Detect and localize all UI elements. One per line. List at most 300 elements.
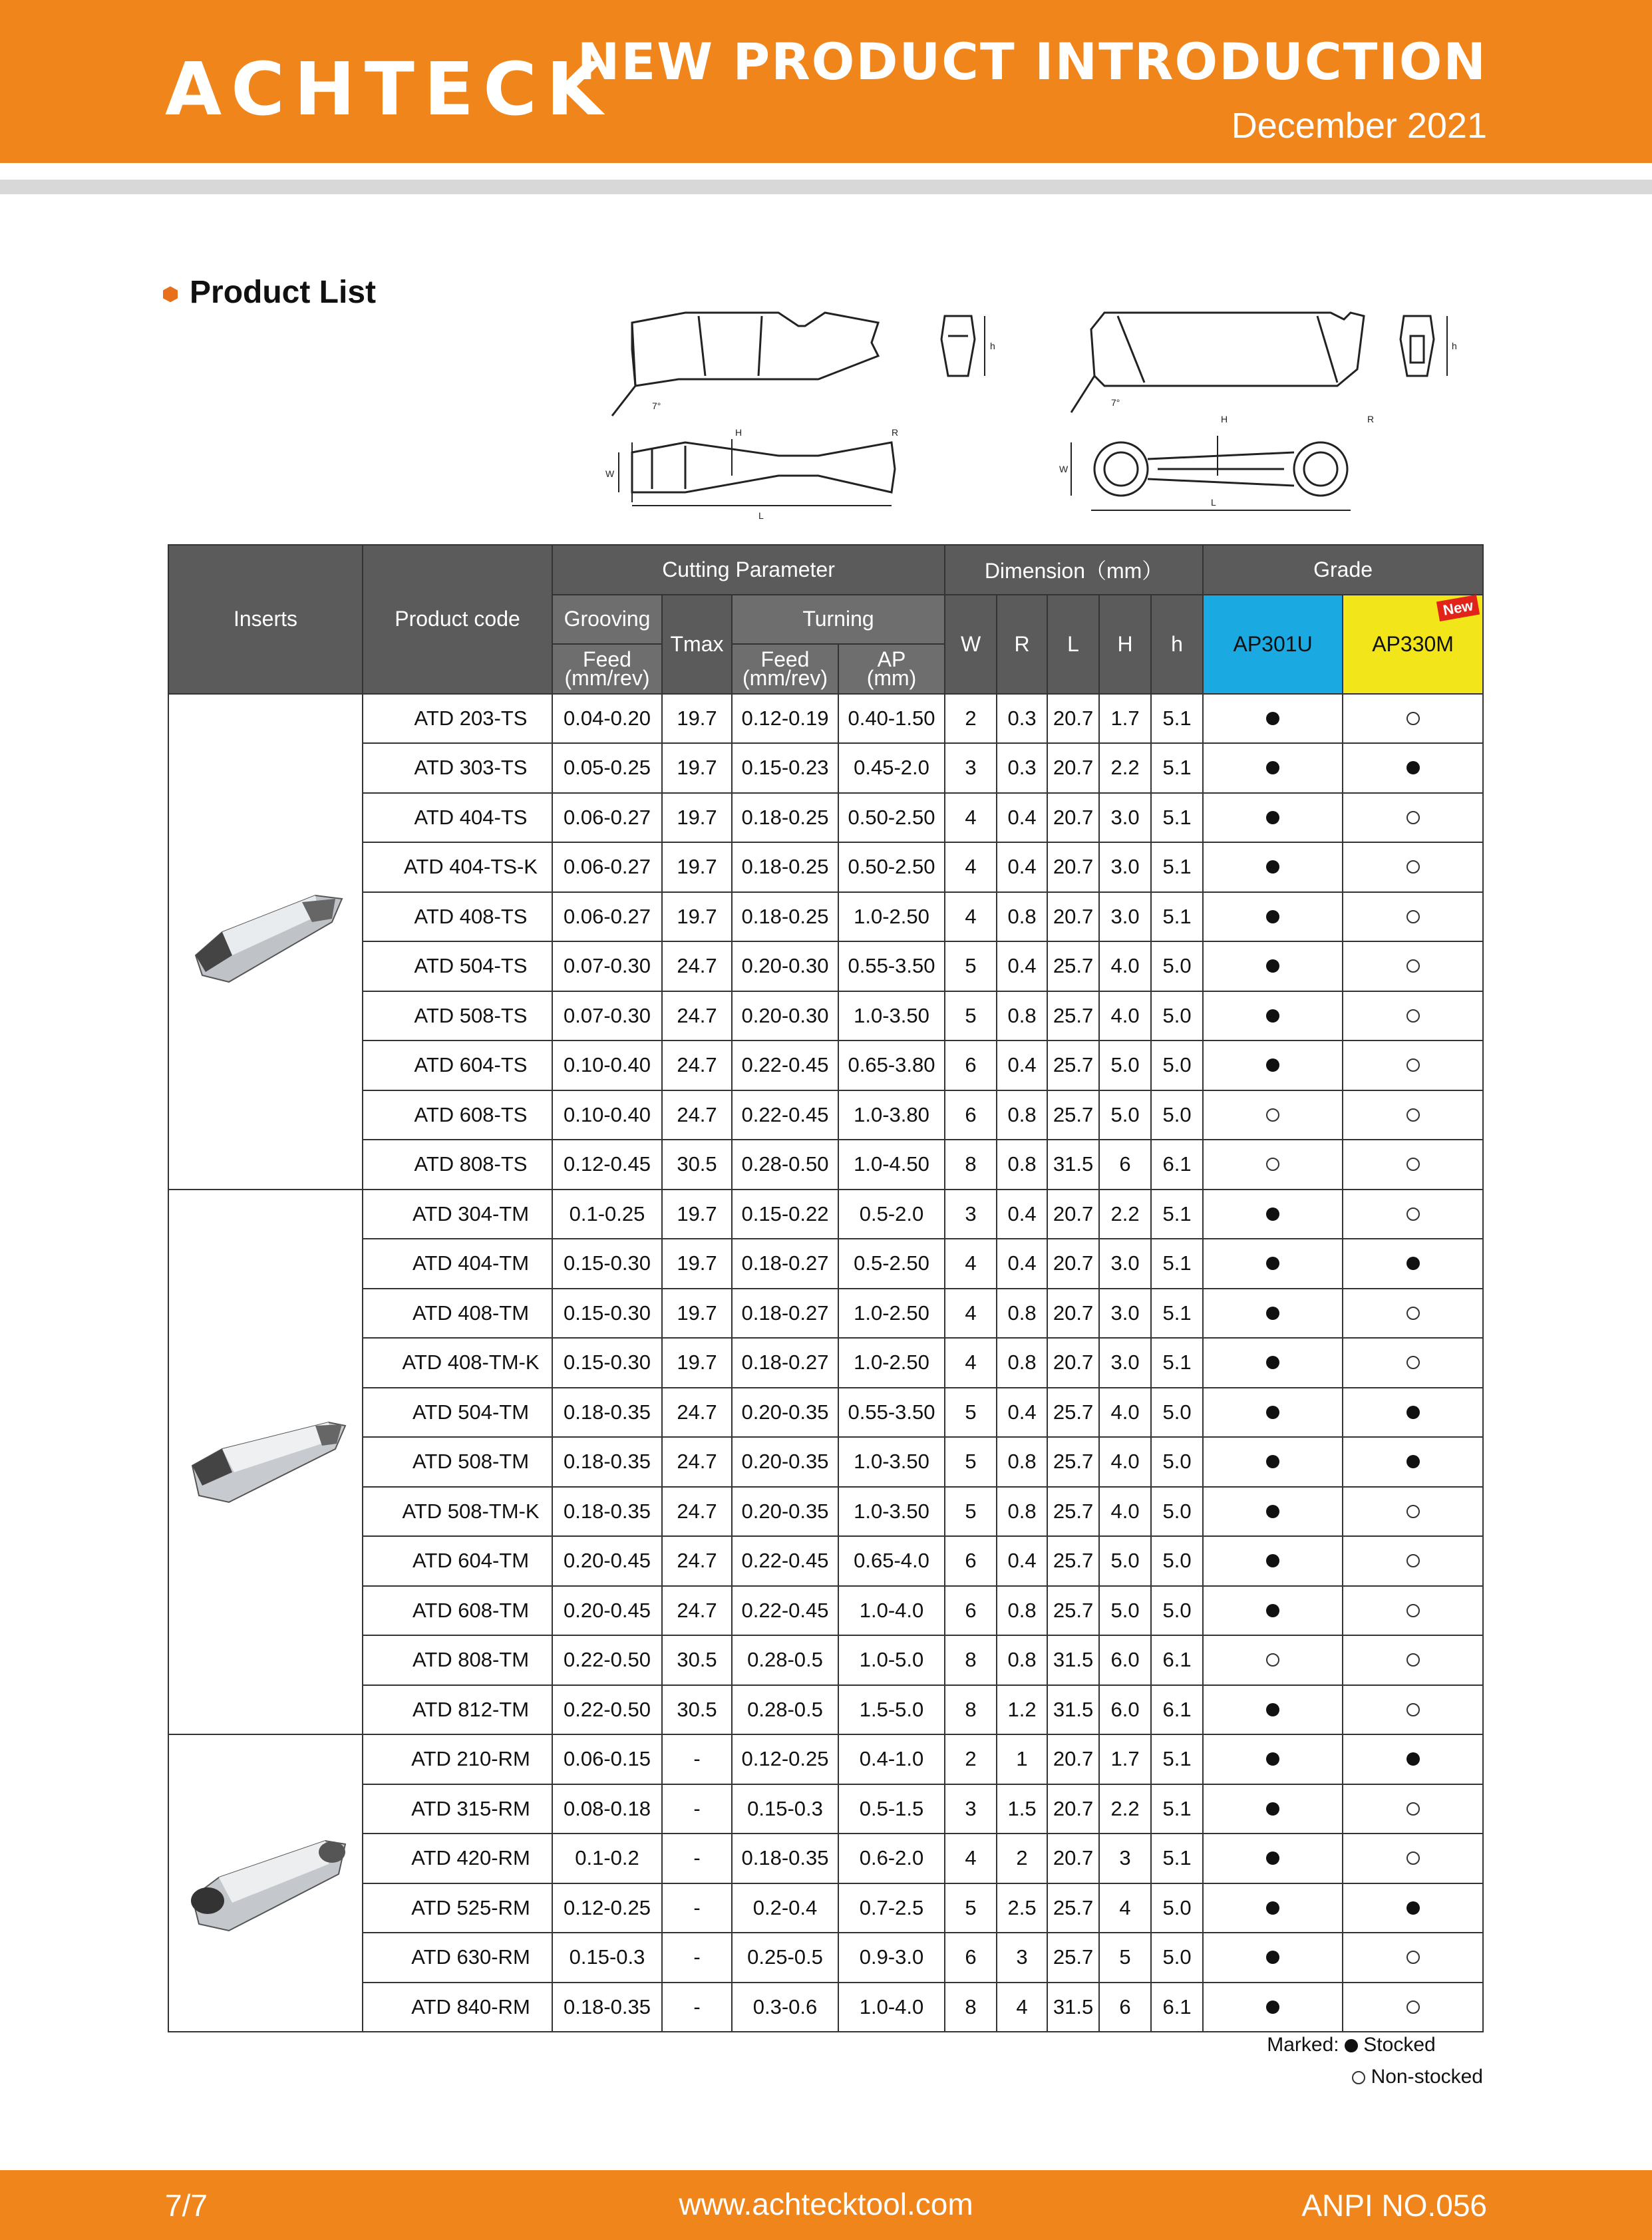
table-row xyxy=(168,842,1483,892)
grade-ap301u-cell xyxy=(1203,1536,1343,1586)
dim-label-angle: 7° xyxy=(652,400,661,411)
dim-l-cell: 25.7 xyxy=(1047,991,1099,1041)
stocked-dot-icon xyxy=(1406,1752,1420,1766)
dim-H-cell: 3.0 xyxy=(1099,1289,1151,1339)
feed-label: Feed xyxy=(760,647,810,672)
stocked-dot-icon xyxy=(1266,959,1279,973)
product-table-body xyxy=(168,694,1483,2032)
tmax-cell: 19.7 xyxy=(662,1289,732,1339)
dim-l-cell: 25.7 xyxy=(1047,1586,1099,1636)
turning-ap-cell: 1.0-2.50 xyxy=(838,1338,945,1388)
legend-marked: Marked: xyxy=(1267,2034,1339,2056)
tmax-cell: 24.7 xyxy=(662,1586,732,1636)
dim-h-cell: 5.1 xyxy=(1151,1239,1203,1289)
turning-feed-cell: 0.15-0.3 xyxy=(732,1784,838,1834)
product-code-cell: ATD 203-TS xyxy=(363,694,552,744)
dim-h-cell: 5.0 xyxy=(1151,1437,1203,1487)
turning-feed-cell: 0.20-0.30 xyxy=(732,991,838,1041)
dim-w-cell: 6 xyxy=(945,1536,997,1586)
dim-r-cell: 0.3 xyxy=(997,694,1047,744)
dim-w-cell: 6 xyxy=(945,1040,997,1090)
grade-ap301u-cell xyxy=(1203,1635,1343,1685)
non-stocked-circle-icon xyxy=(1406,959,1420,973)
dim-w-cell: 6 xyxy=(945,1586,997,1636)
table-row xyxy=(168,793,1483,843)
dim-H-cell: 6.0 xyxy=(1099,1635,1151,1685)
dim-l-cell: 25.7 xyxy=(1047,1437,1099,1487)
dim-H-cell: 4 xyxy=(1099,1883,1151,1933)
header-l: L xyxy=(1047,595,1099,694)
grade-ap301u-cell xyxy=(1203,1933,1343,1983)
turning-feed-cell: 0.28-0.5 xyxy=(732,1635,838,1685)
table-row xyxy=(168,1933,1483,1983)
product-code-cell: ATD 525-RM xyxy=(363,1883,552,1933)
turning-feed-cell: 0.22-0.45 xyxy=(732,1090,838,1140)
dim-l-cell: 31.5 xyxy=(1047,1983,1099,2032)
dim-H-cell: 3.0 xyxy=(1099,793,1151,843)
grooving-feed-cell: 0.22-0.50 xyxy=(552,1635,662,1685)
footer-bar xyxy=(0,2170,1652,2240)
page-title: NEW PRODUCT INTRODUCTION xyxy=(577,32,1487,91)
dim-h-cell: 5.0 xyxy=(1151,1536,1203,1586)
tmax-cell: 19.7 xyxy=(662,842,732,892)
dim-h-cell: 5.1 xyxy=(1151,1289,1203,1339)
tmax-cell: 24.7 xyxy=(662,1090,732,1140)
grade-ap330m-cell xyxy=(1343,1635,1483,1685)
grade-ap301u-cell xyxy=(1203,1437,1343,1487)
product-code-cell: ATD 630-RM xyxy=(363,1933,552,1983)
table-row xyxy=(168,1983,1483,2032)
dim-h-cell: 5.0 xyxy=(1151,1933,1203,1983)
product-code-cell: ATD 420-RM xyxy=(363,1834,552,1883)
dim-h-cell: 5.1 xyxy=(1151,694,1203,744)
dim-l-cell: 20.7 xyxy=(1047,842,1099,892)
header-turning: Turning xyxy=(732,595,945,645)
dim-label-L: L xyxy=(758,510,764,521)
dim-l-cell: 20.7 xyxy=(1047,743,1099,793)
dim-l-cell: 25.7 xyxy=(1047,1933,1099,1983)
grade-ap330m-cell xyxy=(1343,1933,1483,1983)
turning-ap-cell: 0.65-4.0 xyxy=(838,1536,945,1586)
product-code-cell: ATD 210-RM xyxy=(363,1734,552,1784)
product-code-cell: ATD 508-TM xyxy=(363,1437,552,1487)
dim-w-cell: 6 xyxy=(945,1090,997,1140)
issue-date: December 2021 xyxy=(1231,106,1487,146)
stocked-dot-icon xyxy=(1266,2000,1279,2014)
legend xyxy=(1267,2029,1483,2093)
dim-h-cell: 5.0 xyxy=(1151,1487,1203,1537)
non-stocked-circle-icon xyxy=(1406,811,1420,824)
dim-h-cell: 5.1 xyxy=(1151,1190,1203,1239)
stocked-dot-icon xyxy=(1266,1455,1279,1468)
turning-feed-cell: 0.18-0.27 xyxy=(732,1239,838,1289)
dim-h-cell: 5.1 xyxy=(1151,793,1203,843)
dim-h-cell: 6.1 xyxy=(1151,1685,1203,1735)
header-dimension: Dimension（mm） xyxy=(945,545,1203,595)
product-code-cell: ATD 508-TM-K xyxy=(363,1487,552,1537)
stocked-dot-icon xyxy=(1266,1851,1279,1865)
tmax-cell: 30.5 xyxy=(662,1685,732,1735)
dim-H-cell: 2.2 xyxy=(1099,1190,1151,1239)
tmax-cell: - xyxy=(662,1834,732,1883)
grade-ap330m-cell xyxy=(1343,743,1483,793)
dim-w-cell: 4 xyxy=(945,1834,997,1883)
dim-l-cell: 20.7 xyxy=(1047,694,1099,744)
product-code-cell: ATD 408-TM xyxy=(363,1289,552,1339)
turning-ap-cell: 0.45-2.0 xyxy=(838,743,945,793)
dim-H-cell: 5.0 xyxy=(1099,1090,1151,1140)
product-code-cell: ATD 408-TS xyxy=(363,892,552,942)
non-stocked-circle-icon xyxy=(1406,1703,1420,1716)
header-grooving: Grooving xyxy=(552,595,662,645)
turning-feed-cell: 0.2-0.4 xyxy=(732,1883,838,1933)
stocked-dot-icon xyxy=(1406,1455,1420,1468)
table-row xyxy=(168,892,1483,942)
dim-H-cell: 4.0 xyxy=(1099,991,1151,1041)
grooving-feed-cell: 0.12-0.45 xyxy=(552,1140,662,1190)
dim-label-R-2: R xyxy=(1367,414,1375,424)
dim-H-cell: 5.0 xyxy=(1099,1536,1151,1586)
table-row xyxy=(168,694,1483,744)
stocked-dot-icon xyxy=(1266,712,1279,725)
grooving-feed-cell: 0.18-0.35 xyxy=(552,1437,662,1487)
turning-feed-cell: 0.28-0.5 xyxy=(732,1685,838,1735)
dim-H-cell: 4.0 xyxy=(1099,1388,1151,1438)
grooving-feed-cell: 0.20-0.45 xyxy=(552,1586,662,1636)
grade-ap330m-cell xyxy=(1343,1140,1483,1190)
dim-r-cell: 0.4 xyxy=(997,793,1047,843)
turning-feed-cell: 0.15-0.22 xyxy=(732,1190,838,1239)
dim-h-cell: 5.0 xyxy=(1151,1388,1203,1438)
table-row xyxy=(168,1040,1483,1090)
grooving-feed-cell: 0.05-0.25 xyxy=(552,743,662,793)
dim-l-cell: 20.7 xyxy=(1047,1190,1099,1239)
grade-ap301u-cell xyxy=(1203,1883,1343,1933)
turning-ap-cell: 0.55-3.50 xyxy=(838,1388,945,1438)
stocked-dot-icon xyxy=(1266,1058,1279,1072)
dim-H-cell: 5.0 xyxy=(1099,1040,1151,1090)
turning-ap-cell: 0.65-3.80 xyxy=(838,1040,945,1090)
header-cutting-parameter: Cutting Parameter xyxy=(552,545,945,595)
non-stocked-circle-icon xyxy=(1406,1108,1420,1122)
table-row xyxy=(168,1190,1483,1239)
table-row xyxy=(168,1338,1483,1388)
tmax-cell: - xyxy=(662,1933,732,1983)
grade-ap330m-cell xyxy=(1343,694,1483,744)
dim-h-cell: 5.1 xyxy=(1151,892,1203,942)
stocked-dot-icon xyxy=(1406,761,1420,774)
dim-h-cell: 5.0 xyxy=(1151,991,1203,1041)
header-grade-ap330m xyxy=(1343,595,1483,694)
dim-l-cell: 20.7 xyxy=(1047,1239,1099,1289)
dim-r-cell: 0.8 xyxy=(997,1586,1047,1636)
stocked-dot-icon xyxy=(1266,1406,1279,1419)
turning-feed-cell: 0.18-0.35 xyxy=(732,1834,838,1883)
dim-l-cell: 31.5 xyxy=(1047,1635,1099,1685)
dim-w-cell: 8 xyxy=(945,1983,997,2032)
product-table xyxy=(168,544,1484,2032)
dim-h-cell: 5.1 xyxy=(1151,842,1203,892)
turning-feed-cell: 0.20-0.35 xyxy=(732,1388,838,1438)
legend-stocked: Stocked xyxy=(1363,2034,1436,2056)
section-heading xyxy=(163,274,376,311)
dim-h-cell: 5.0 xyxy=(1151,1883,1203,1933)
non-stocked-circle-icon xyxy=(1406,1158,1420,1171)
ap-label: AP xyxy=(877,647,906,672)
grade-ap330m-cell xyxy=(1343,1289,1483,1339)
grade-ap301u-cell xyxy=(1203,892,1343,942)
dim-H-cell: 4.0 xyxy=(1099,941,1151,991)
dim-H-cell: 3.0 xyxy=(1099,1239,1151,1289)
grade-ap330m-cell xyxy=(1343,1239,1483,1289)
dim-H-cell: 6 xyxy=(1099,1983,1151,2032)
dim-l-cell: 25.7 xyxy=(1047,941,1099,991)
header-grade-ap330m-label: AP330M xyxy=(1372,631,1454,656)
grade-ap301u-cell xyxy=(1203,1289,1343,1339)
grooving-feed-cell: 0.18-0.35 xyxy=(552,1983,662,2032)
dim-h-cell: 5.0 xyxy=(1151,1090,1203,1140)
insert-diagram-rm xyxy=(1058,303,1510,522)
insert-diagram-ts xyxy=(599,303,998,522)
non-stocked-circle-icon xyxy=(1406,1554,1420,1567)
grooving-feed-cell: 0.15-0.30 xyxy=(552,1338,662,1388)
product-code-cell: ATD 840-RM xyxy=(363,1983,552,2032)
table-row xyxy=(168,1734,1483,1784)
header-tmax: Tmax xyxy=(662,595,732,694)
tmax-cell: 19.7 xyxy=(662,892,732,942)
stocked-dot-icon xyxy=(1266,1505,1279,1518)
turning-ap-cell: 0.5-1.5 xyxy=(838,1784,945,1834)
dim-r-cell: 0.8 xyxy=(997,1090,1047,1140)
non-stocked-circle-icon xyxy=(1406,1505,1420,1518)
tmax-cell: 24.7 xyxy=(662,1536,732,1586)
grade-ap301u-cell xyxy=(1203,1239,1343,1289)
product-code-cell: ATD 604-TS xyxy=(363,1040,552,1090)
header-grooving-feed xyxy=(552,644,662,694)
dim-w-cell: 5 xyxy=(945,1388,997,1438)
stocked-dot-icon xyxy=(1266,811,1279,824)
dim-l-cell: 20.7 xyxy=(1047,1784,1099,1834)
grooving-feed-cell: 0.07-0.30 xyxy=(552,991,662,1041)
tmax-cell: 19.7 xyxy=(662,1239,732,1289)
dim-r-cell: 0.4 xyxy=(997,941,1047,991)
stocked-dot-icon xyxy=(1266,1604,1279,1617)
table-row xyxy=(168,1090,1483,1140)
grooving-feed-cell: 0.12-0.25 xyxy=(552,1883,662,1933)
dim-w-cell: 3 xyxy=(945,743,997,793)
turning-ap-cell: 1.0-4.0 xyxy=(838,1983,945,2032)
product-code-cell: ATD 504-TS xyxy=(363,941,552,991)
dim-w-cell: 3 xyxy=(945,1190,997,1239)
product-code-cell: ATD 508-TS xyxy=(363,991,552,1041)
page-number: 7/7 xyxy=(165,2188,208,2223)
dim-r-cell: 2.5 xyxy=(997,1883,1047,1933)
tmax-cell: 24.7 xyxy=(662,1040,732,1090)
dim-H-cell: 3.0 xyxy=(1099,1338,1151,1388)
grade-ap330m-cell xyxy=(1343,1685,1483,1735)
turning-ap-cell: 0.4-1.0 xyxy=(838,1734,945,1784)
stocked-dot-icon xyxy=(1266,860,1279,874)
grade-ap330m-cell xyxy=(1343,1388,1483,1438)
turning-feed-cell: 0.18-0.27 xyxy=(732,1338,838,1388)
dim-H-cell: 3.0 xyxy=(1099,892,1151,942)
feed-unit: (mm/rev) xyxy=(743,666,828,691)
grade-ap301u-cell xyxy=(1203,1338,1343,1388)
dim-w-cell: 4 xyxy=(945,1338,997,1388)
product-code-cell: ATD 604-TM xyxy=(363,1536,552,1586)
non-stocked-circle-icon xyxy=(1406,1604,1420,1617)
tmax-cell: - xyxy=(662,1983,732,2032)
stocked-dot-icon xyxy=(1266,1207,1279,1221)
dim-H-cell: 2.2 xyxy=(1099,743,1151,793)
product-code-cell: ATD 408-TM-K xyxy=(363,1338,552,1388)
dim-label-H: H xyxy=(735,427,743,438)
stocked-dot-icon xyxy=(1266,910,1279,923)
dim-l-cell: 31.5 xyxy=(1047,1140,1099,1190)
dim-w-cell: 8 xyxy=(945,1140,997,1190)
non-stocked-circle-icon xyxy=(1406,860,1420,874)
grade-ap330m-cell xyxy=(1343,892,1483,942)
product-code-cell: ATD 808-TM xyxy=(363,1635,552,1685)
dim-r-cell: 0.4 xyxy=(997,1388,1047,1438)
tmax-cell: 24.7 xyxy=(662,1487,732,1537)
stocked-dot-icon xyxy=(1266,1307,1279,1320)
table-row xyxy=(168,1834,1483,1883)
table-row xyxy=(168,1239,1483,1289)
header-bar xyxy=(0,0,1652,163)
turning-feed-cell: 0.20-0.35 xyxy=(732,1437,838,1487)
dim-r-cell: 0.8 xyxy=(997,1289,1047,1339)
tmax-cell: 30.5 xyxy=(662,1635,732,1685)
grooving-feed-cell: 0.20-0.45 xyxy=(552,1536,662,1586)
dim-r-cell: 0.8 xyxy=(997,1338,1047,1388)
grooving-feed-cell: 0.04-0.20 xyxy=(552,694,662,744)
table-row xyxy=(168,1437,1483,1487)
stocked-dot-icon xyxy=(1266,1951,1279,1964)
new-badge: New xyxy=(1436,594,1480,621)
table-row xyxy=(168,1586,1483,1636)
turning-ap-cell: 1.0-2.50 xyxy=(838,892,945,942)
dim-label-angle-2: 7° xyxy=(1111,397,1120,408)
grade-ap330m-cell xyxy=(1343,1734,1483,1784)
grade-ap301u-cell xyxy=(1203,941,1343,991)
stocked-dot-icon xyxy=(1266,1752,1279,1766)
tmax-cell: - xyxy=(662,1734,732,1784)
dim-w-cell: 8 xyxy=(945,1635,997,1685)
non-stocked-circle-icon xyxy=(1406,910,1420,923)
dim-H-cell: 1.7 xyxy=(1099,1734,1151,1784)
dim-l-cell: 20.7 xyxy=(1047,1734,1099,1784)
section-title: Product List xyxy=(190,275,377,310)
product-code-cell: ATD 404-TS-K xyxy=(363,842,552,892)
legend-non-stocked: Non-stocked xyxy=(1371,2066,1483,2088)
dim-r-cell: 0.4 xyxy=(997,842,1047,892)
grooving-feed-cell: 0.15-0.30 xyxy=(552,1239,662,1289)
grade-ap330m-cell xyxy=(1343,842,1483,892)
non-stocked-circle-icon xyxy=(1406,1009,1420,1023)
grooving-feed-cell: 0.08-0.18 xyxy=(552,1784,662,1834)
product-code-cell: ATD 812-TM xyxy=(363,1685,552,1735)
grade-ap301u-cell xyxy=(1203,1388,1343,1438)
dim-w-cell: 5 xyxy=(945,1883,997,1933)
header-turning-feed xyxy=(732,644,838,694)
dim-r-cell: 0.8 xyxy=(997,892,1047,942)
dim-r-cell: 0.8 xyxy=(997,1140,1047,1190)
turning-ap-cell: 0.55-3.50 xyxy=(838,941,945,991)
dim-label-H-2: H xyxy=(1221,414,1228,424)
turning-feed-cell: 0.22-0.45 xyxy=(732,1536,838,1586)
company-logo: ACHTECK xyxy=(165,47,613,132)
website-link[interactable]: www.achtecktool.com xyxy=(679,2187,973,2221)
turning-ap-cell: 1.0-3.50 xyxy=(838,1437,945,1487)
non-stocked-circle-icon xyxy=(1406,2000,1420,2014)
tmax-cell: 24.7 xyxy=(662,1388,732,1438)
grooving-feed-cell: 0.07-0.30 xyxy=(552,941,662,991)
grade-ap301u-cell xyxy=(1203,1983,1343,2032)
turning-ap-cell: 0.5-2.50 xyxy=(838,1239,945,1289)
grooving-feed-cell: 0.18-0.35 xyxy=(552,1388,662,1438)
dim-w-cell: 4 xyxy=(945,1289,997,1339)
turning-ap-cell: 1.5-5.0 xyxy=(838,1685,945,1735)
table-row xyxy=(168,1487,1483,1537)
dim-h-cell: 5.1 xyxy=(1151,1834,1203,1883)
dim-label-W-2: W xyxy=(1059,464,1069,474)
stocked-dot-icon xyxy=(1266,1356,1279,1369)
turning-feed-cell: 0.25-0.5 xyxy=(732,1933,838,1983)
grade-ap330m-cell xyxy=(1343,1487,1483,1537)
dim-w-cell: 4 xyxy=(945,842,997,892)
dim-l-cell: 25.7 xyxy=(1047,1090,1099,1140)
dim-r-cell: 0.8 xyxy=(997,1437,1047,1487)
tmax-cell: 24.7 xyxy=(662,941,732,991)
dim-h-cell: 6.1 xyxy=(1151,1635,1203,1685)
non-stocked-circle-icon xyxy=(1406,1653,1420,1667)
product-code-cell: ATD 608-TS xyxy=(363,1090,552,1140)
non-stocked-circle-icon xyxy=(1406,1802,1420,1816)
dim-h-cell: 6.1 xyxy=(1151,1140,1203,1190)
header-w: W xyxy=(945,595,997,694)
product-code-cell: ATD 404-TM xyxy=(363,1239,552,1289)
dim-w-cell: 4 xyxy=(945,793,997,843)
dim-label-L-2: L xyxy=(1211,497,1216,508)
turning-ap-cell: 1.0-4.0 xyxy=(838,1586,945,1636)
dim-l-cell: 25.7 xyxy=(1047,1388,1099,1438)
grade-ap301u-cell xyxy=(1203,1190,1343,1239)
dim-w-cell: 5 xyxy=(945,1487,997,1537)
table-row xyxy=(168,1536,1483,1586)
dim-h-cell: 5.1 xyxy=(1151,1734,1203,1784)
grooving-feed-cell: 0.15-0.3 xyxy=(552,1933,662,1983)
grade-ap330m-cell xyxy=(1343,1983,1483,2032)
grade-ap301u-cell xyxy=(1203,991,1343,1041)
turning-ap-cell: 0.9-3.0 xyxy=(838,1933,945,1983)
grade-ap330m-cell xyxy=(1343,1437,1483,1487)
turning-ap-cell: 0.6-2.0 xyxy=(838,1834,945,1883)
dim-h-cell: 5.0 xyxy=(1151,941,1203,991)
dim-H-cell: 5.0 xyxy=(1099,1586,1151,1636)
product-code-cell: ATD 504-TM xyxy=(363,1388,552,1438)
grade-ap301u-cell xyxy=(1203,694,1343,744)
turning-feed-cell: 0.18-0.25 xyxy=(732,892,838,942)
non-stocked-circle-icon xyxy=(1266,1108,1279,1122)
table-row xyxy=(168,1388,1483,1438)
non-stocked-circle-icon xyxy=(1266,1158,1279,1171)
ap-unit: (mm) xyxy=(866,666,917,691)
insert-image-rm xyxy=(168,1734,363,2032)
grooving-feed-cell: 0.18-0.35 xyxy=(552,1487,662,1537)
stocked-dot-icon xyxy=(1266,761,1279,774)
dim-h-cell: 5.1 xyxy=(1151,1338,1203,1388)
